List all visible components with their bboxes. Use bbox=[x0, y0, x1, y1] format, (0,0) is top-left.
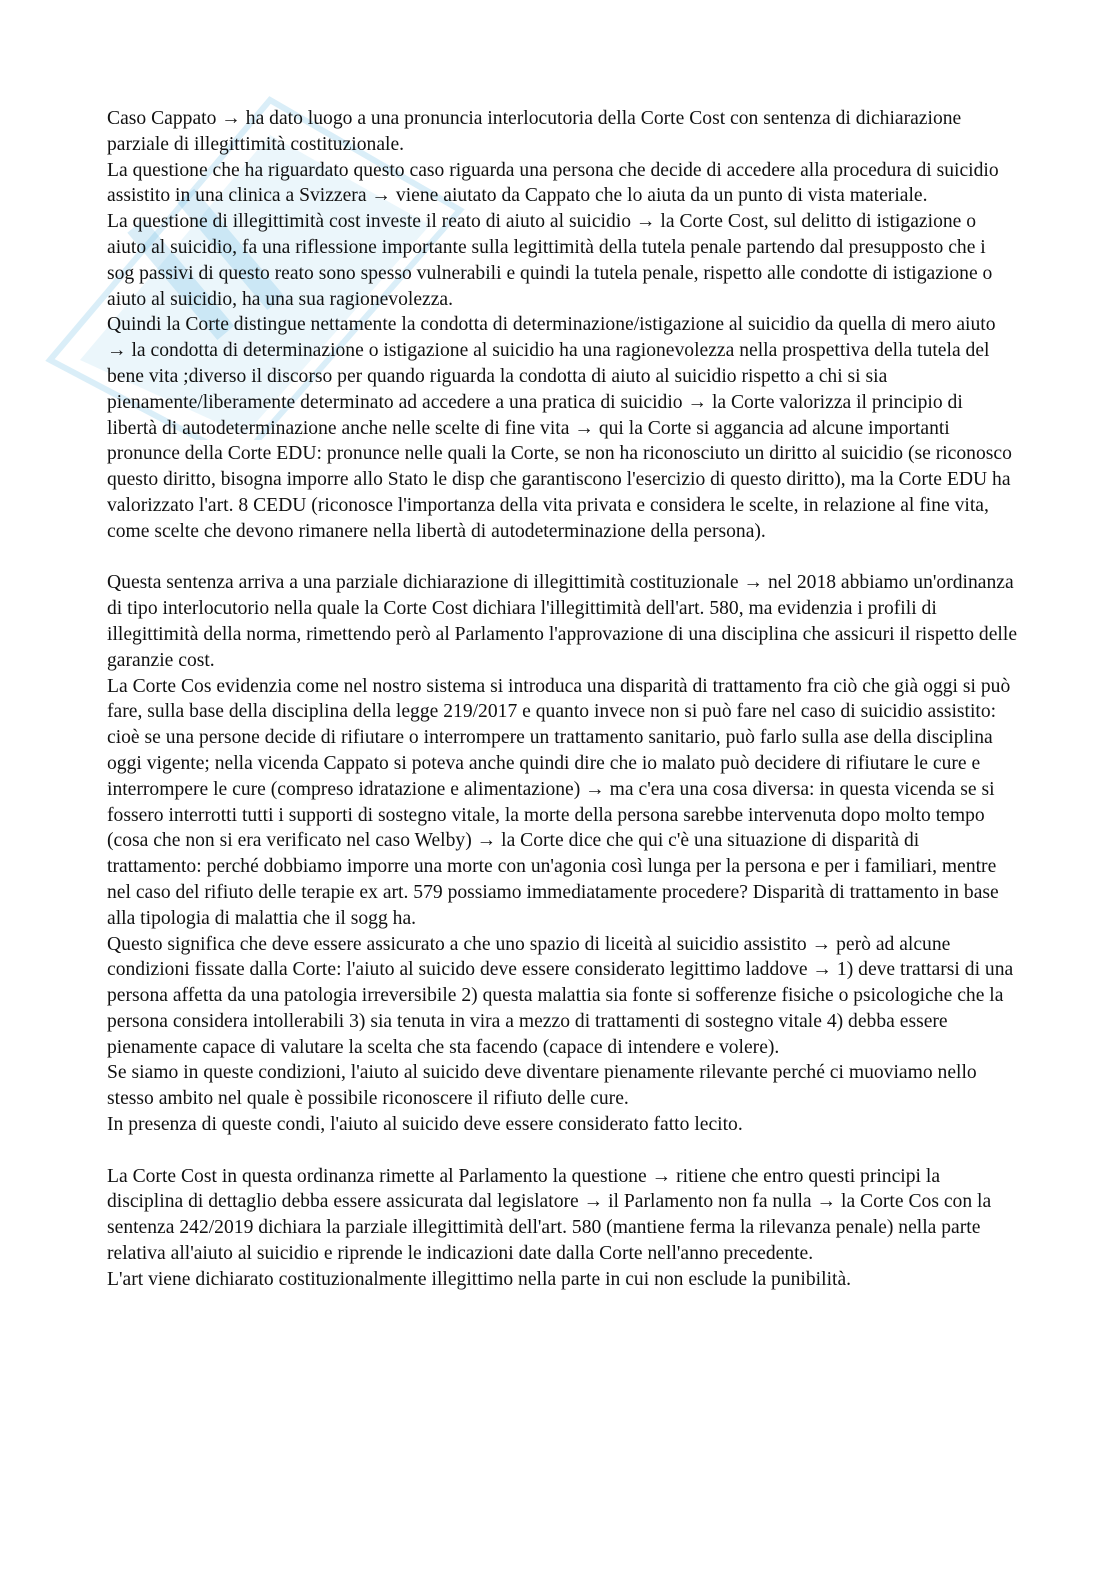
paragraph: La questione di illegittimità cost investe il reato di aiuto al suicidio → la Corte Cost, sul delitto di istigazione o aiuto al suicidio, fa una riflessione importante sulla legittimità della tutela penale partendo dal presupposto che i sog passivi di questo reato sono spesso vulnerabili e quindi la tutela penale, rispetto alle condotte di istigazione o aiuto al suicidio, ha una sua ragionevolezza. bbox=[107, 211, 993, 310]
paragraph: Caso Cappato → ha dato luogo a una pronuncia interlocutoria della Corte Cost con sentenza di dichiarazione parziale di illegittimità costituzionale. bbox=[107, 108, 962, 155]
paragraph: La Corte Cos evidenzia come nel nostro sistema si introduca una disparità di trattamento fra ciò che già oggi si può fare, sulla base della disciplina della legge 219/2017 e quanto invece non si può fare nel caso di suicidio assistito: cioè se una persone decide di rifiutare o interrompere un trattamento sanitario, può farlo sulla ase della disciplina oggi vigente; nella vicenda Cappato si poteva anche quindi dire che io malato può decidere di rifiutare le cure e interrompere le cure (compreso idratazione e alimentazione) → ma c'era una cosa diversa: in questa vicenda se si fossero interrotti tutti i supporti di sostegno vitale, la morte della persona sarebbe intervenuta dopo molto tempo (cosa che non si era verificato nel caso Welby) → la Corte dice che qui c'è una situazione di disparità di trattamento: perché dobbiamo imporre una morte con un'agonia così lunga per la persona e per i familiari, mentre nel caso del rifiuto delle terapie ex art. 579 possiamo immediatamente procedere? Disparità di trattamento in base alla tipologia di malattia che il sogg ha. bbox=[107, 675, 1011, 929]
paragraph: Questo significa che deve essere assicurato a che uno spazio di liceità al suicidio assistito → però ad alcune condizioni fissate dalla Corte: l'aiuto al suicido deve essere considerato legittimo laddove → 1) deve trattarsi di una persona affetta da una patologia irreversibile 2) questa malattia sia fonte si sofferenze fisiche o psicologiche che la persona considera intollerabili 3) sia tenuta in vira a mezzo di trattamenti di sostegno vitale 4) debba essere pienamente capace di valutare la scelta che sta facendo (capace di intendere e volere). bbox=[107, 933, 1014, 1058]
paragraph: La questione che ha riguardato questo caso riguarda una persona che decide di accedere alla procedura di suicidio assistito in una clinica a Svizzera → viene aiutato da Cappato che lo aiuta da un punto di vista materiale. bbox=[107, 159, 999, 207]
paragraph-spacer bbox=[107, 545, 1017, 571]
paragraph: In presenza di queste condi, l'aiuto al suicido deve essere considerato fatto lecito. bbox=[107, 1114, 743, 1136]
paragraph: Se siamo in queste condizioni, l'aiuto al suicido deve diventare pienamente rilevante perché ci muoviamo nello stesso ambito nel quale è possibile riconoscere il rifiuto delle cure. bbox=[107, 1062, 977, 1110]
paragraph: La Corte Cost in questa ordinanza rimette al Parlamento la questione → ritiene che entro questi principi la disciplina di dettaglio debba essere assicurata dal legislatore → il Parlamento non fa nulla → la Corte Cos con la sentenza 242/2019 dichiara la parziale illegittimità dell'art. 580 (mantiene ferma la rilevanza penale) nella parte relativa all'aiuto al suicidio e riprende le indicazioni date dalla Corte nell'anno precedente. bbox=[107, 1165, 992, 1265]
paragraph: Questa sentenza arriva a una parziale dichiarazione di illegittimità costituzionale → nel 2018 abbiamo un'ordinanza di tipo interlocutorio nella quale la Corte Cost dichiara l'illegittimità dell'art. 580, ma evidenzia i profili di illegittimità della norma, rimettendo però al Parlamento l'approvazione di una disciplina che assicuri il rispetto delle garanzie cost. bbox=[107, 572, 1018, 671]
paragraph-spacer bbox=[107, 1138, 1017, 1164]
document-body bbox=[107, 106, 1017, 1293]
paragraph: Quindi la Corte distingue nettamente la condotta di determinazione/istigazione al suicidio da quella di mero aiuto → la condotta di determinazione o istigazione al suicidio ha una ragionevolezza nella prospettiva della tutela del bene vita ;diverso il discorso per quando riguarda la condotta di aiuto al suicidio rispetto a chi si sia pienamente/liberamente determinato ad accedere a una pratica di suicidio → la Corte valorizza il principio di libertà di autodeterminazione anche nelle scelte di fine vita → qui la Corte si aggancia ad alcune importanti pronunce della Corte EDU: pronunce nelle quali la Corte, se non ha riconosciuto un diritto al suicidio (se riconosco questo diritto, bisogna imporre allo Stato le disp che garantiscono l'esercizio di questo diritto), ma la Corte EDU ha valorizzato l'art. 8 CEDU (riconosce l'importanza della vita privata e considera le scelte, in relazione al fine vita, come scelte che devono rimanere nella libertà di autodeterminazione della persona). bbox=[107, 314, 1012, 542]
paragraph: L'art viene dichiarato costituzionalmente illegittimo nella parte in cui non esclude la punibilità. bbox=[107, 1268, 852, 1290]
